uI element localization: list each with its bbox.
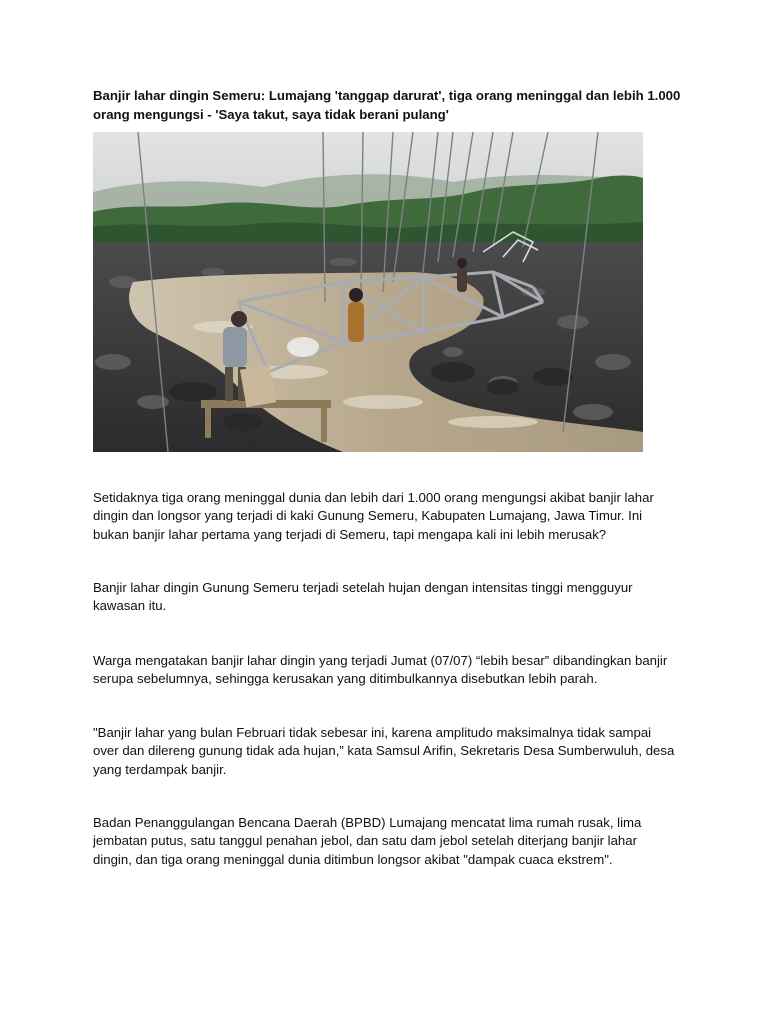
paragraph-2: Banjir lahar dingin Gunung Semeru terjadi setelah hujan dengan intensitas tinggi mengguyur kawasan itu. bbox=[93, 580, 633, 614]
white-sack bbox=[287, 337, 319, 357]
person-on-far-bridge bbox=[457, 258, 467, 292]
article-title: Banjir lahar dingin Semeru: Lumajang 'tanggap darurat', tiga orang meninggal dan lebih 1.000 orang mengungsi - 'Saya takut, saya tidak berani pulang' bbox=[93, 88, 681, 122]
paragraph-1: Setidaknya tiga orang meninggal dunia dan lebih dari 1.000 orang mengungsi akibat banjir lahar dingin dan longsor yang terjadi di kaki Gunung Semeru, Kabupaten Lumajang, Jawa Timur. Ini bukan banjir lahar pertama yang terjadi di Semeru, tapi mengapa kali ini lebih merusak? bbox=[93, 490, 654, 542]
paragraph-3: Warga mengatakan banjir lahar dingin yang terjadi Jumat (07/07) “lebih besar” dibandingkan banjir serupa sebelumnya, sehingga kerusakan yang ditimbulkannya disebutkan lebih parah. bbox=[93, 653, 668, 687]
news-photo-collapsed-bridge bbox=[93, 132, 643, 452]
paragraph-5: Badan Penanggulangan Bencana Daerah (BPBD) Lumajang mencatat lima rumah rusak, lima jembatan putus, satu tanggul penahan jebol, dan satu dam jebol setelah diterjang banjir lahar dingin, dan tiga orang meninggal dunia ditimbun longsor akibat "dampak cuaca ekstrem". bbox=[93, 815, 642, 867]
person-on-bridge bbox=[348, 288, 364, 342]
paragraph-4: "Banjir lahar yang bulan Februari tidak sebesar ini, karena amplitudo maksimalnya tidak sampai over dan dilereng gunung tidak ada hujan,” kata Samsul Arifin, Sekretaris Desa Sumberwuluh, desa yang terdampak banjir. bbox=[93, 725, 675, 777]
